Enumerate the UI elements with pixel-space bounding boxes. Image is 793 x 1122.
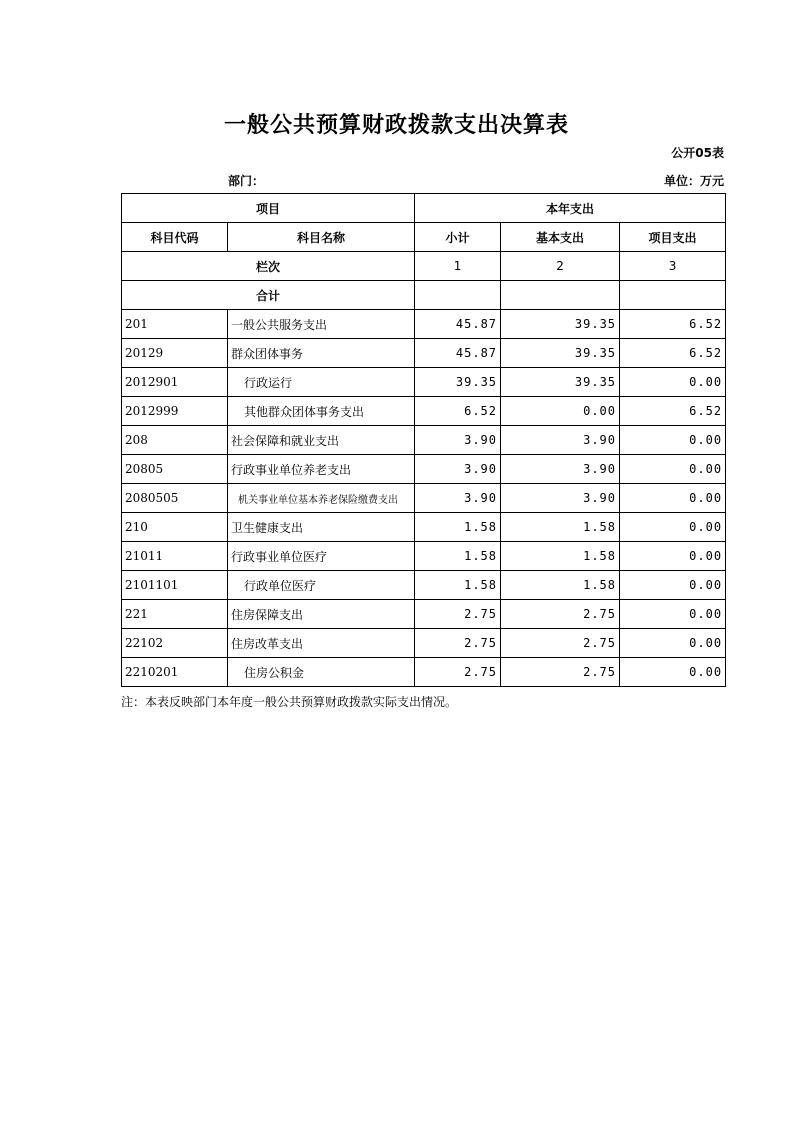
header-subtotal: 小计	[415, 223, 501, 252]
row-basic: 2.75	[501, 629, 620, 658]
row-subtotal: 6.52	[415, 397, 501, 426]
row-name: 机关事业单位基本养老保险缴费支出	[228, 484, 415, 513]
total-project	[620, 281, 726, 310]
table-row	[122, 571, 726, 600]
row-project: 6.52	[620, 339, 726, 368]
column-number-1: 1	[415, 252, 501, 281]
row-project: 6.52	[620, 397, 726, 426]
expenditure-table	[121, 193, 726, 687]
row-name: 住房保障支出	[228, 600, 415, 629]
row-subtotal: 45.87	[415, 310, 501, 339]
report-title: 一般公共预算财政拨款支出决算表	[223, 113, 569, 138]
row-name: 行政事业单位医疗	[228, 542, 415, 571]
table-row	[122, 629, 726, 658]
row-basic: 3.90	[501, 455, 620, 484]
column-number-3: 3	[620, 252, 726, 281]
column-order-label: 栏次	[122, 252, 415, 281]
row-name: 其他群众团体事务支出	[228, 397, 415, 426]
total-label: 合计	[122, 281, 415, 310]
row-subtotal: 2.75	[415, 600, 501, 629]
table-row	[122, 426, 726, 455]
table-row	[122, 397, 726, 426]
unit-label: 单位：万元	[663, 174, 724, 188]
row-basic: 3.90	[501, 484, 620, 513]
row-basic: 39.35	[501, 310, 620, 339]
row-subtotal: 3.90	[415, 455, 501, 484]
row-project: 0.00	[620, 513, 726, 542]
row-code: 2012901	[122, 368, 228, 397]
row-name: 行政单位医疗	[228, 571, 415, 600]
row-project: 0.00	[620, 484, 726, 513]
row-basic: 2.75	[501, 658, 620, 687]
table-row	[122, 455, 726, 484]
row-code: 20129	[122, 339, 228, 368]
header-name: 科目名称	[228, 223, 415, 252]
row-code: 2080505	[122, 484, 228, 513]
total-basic	[501, 281, 620, 310]
header-project: 项目支出	[620, 223, 726, 252]
row-name: 住房改革支出	[228, 629, 415, 658]
row-code: 210	[122, 513, 228, 542]
column-order-row	[122, 252, 726, 281]
table-row	[122, 484, 726, 513]
row-project: 0.00	[620, 542, 726, 571]
row-name: 社会保障和就业支出	[228, 426, 415, 455]
total-row	[122, 281, 726, 310]
row-code: 22102	[122, 629, 228, 658]
row-subtotal: 45.87	[415, 339, 501, 368]
row-subtotal: 2.75	[415, 658, 501, 687]
row-subtotal: 1.58	[415, 542, 501, 571]
table-row	[122, 513, 726, 542]
header-current-year: 本年支出	[415, 194, 726, 223]
header-item: 项目	[122, 194, 415, 223]
row-project: 0.00	[620, 571, 726, 600]
row-name: 卫生健康支出	[228, 513, 415, 542]
row-code: 221	[122, 600, 228, 629]
table-note: 注：本表反映部门本年度一般公共预算财政拨款实际支出情况。	[121, 695, 458, 709]
header-basic: 基本支出	[501, 223, 620, 252]
row-project: 0.00	[620, 658, 726, 687]
row-code: 21011	[122, 542, 228, 571]
department-label: 部门：	[228, 174, 265, 188]
row-basic: 1.58	[501, 542, 620, 571]
row-code: 208	[122, 426, 228, 455]
table-row	[122, 310, 726, 339]
row-basic: 1.58	[501, 513, 620, 542]
row-project: 0.00	[620, 600, 726, 629]
row-subtotal: 3.90	[415, 484, 501, 513]
header-code: 科目代码	[122, 223, 228, 252]
row-project: 6.52	[620, 310, 726, 339]
row-project: 0.00	[620, 629, 726, 658]
row-basic: 1.58	[501, 571, 620, 600]
row-subtotal: 1.58	[415, 513, 501, 542]
row-project: 0.00	[620, 426, 726, 455]
row-subtotal: 2.75	[415, 629, 501, 658]
row-basic: 39.35	[501, 339, 620, 368]
table-row	[122, 658, 726, 687]
row-code: 2210201	[122, 658, 228, 687]
row-code: 201	[122, 310, 228, 339]
row-name: 群众团体事务	[228, 339, 415, 368]
row-name: 住房公积金	[228, 658, 415, 687]
column-number-2: 2	[501, 252, 620, 281]
header-row-1	[122, 194, 726, 223]
row-subtotal: 3.90	[415, 426, 501, 455]
row-basic: 3.90	[501, 426, 620, 455]
row-basic: 2.75	[501, 600, 620, 629]
row-basic: 0.00	[501, 397, 620, 426]
row-name: 行政运行	[228, 368, 415, 397]
row-code: 2101101	[122, 571, 228, 600]
header-row-2	[122, 223, 726, 252]
row-name: 一般公共服务支出	[228, 310, 415, 339]
form-number: 公开05表	[671, 146, 724, 160]
total-subtotal	[415, 281, 501, 310]
row-project: 0.00	[620, 368, 726, 397]
row-code: 20805	[122, 455, 228, 484]
table-row	[122, 339, 726, 368]
table-row	[122, 542, 726, 571]
row-subtotal: 39.35	[415, 368, 501, 397]
row-subtotal: 1.58	[415, 571, 501, 600]
row-project: 0.00	[620, 455, 726, 484]
table-row	[122, 368, 726, 397]
row-code: 2012999	[122, 397, 228, 426]
row-basic: 39.35	[501, 368, 620, 397]
table-row	[122, 600, 726, 629]
row-name: 行政事业单位养老支出	[228, 455, 415, 484]
